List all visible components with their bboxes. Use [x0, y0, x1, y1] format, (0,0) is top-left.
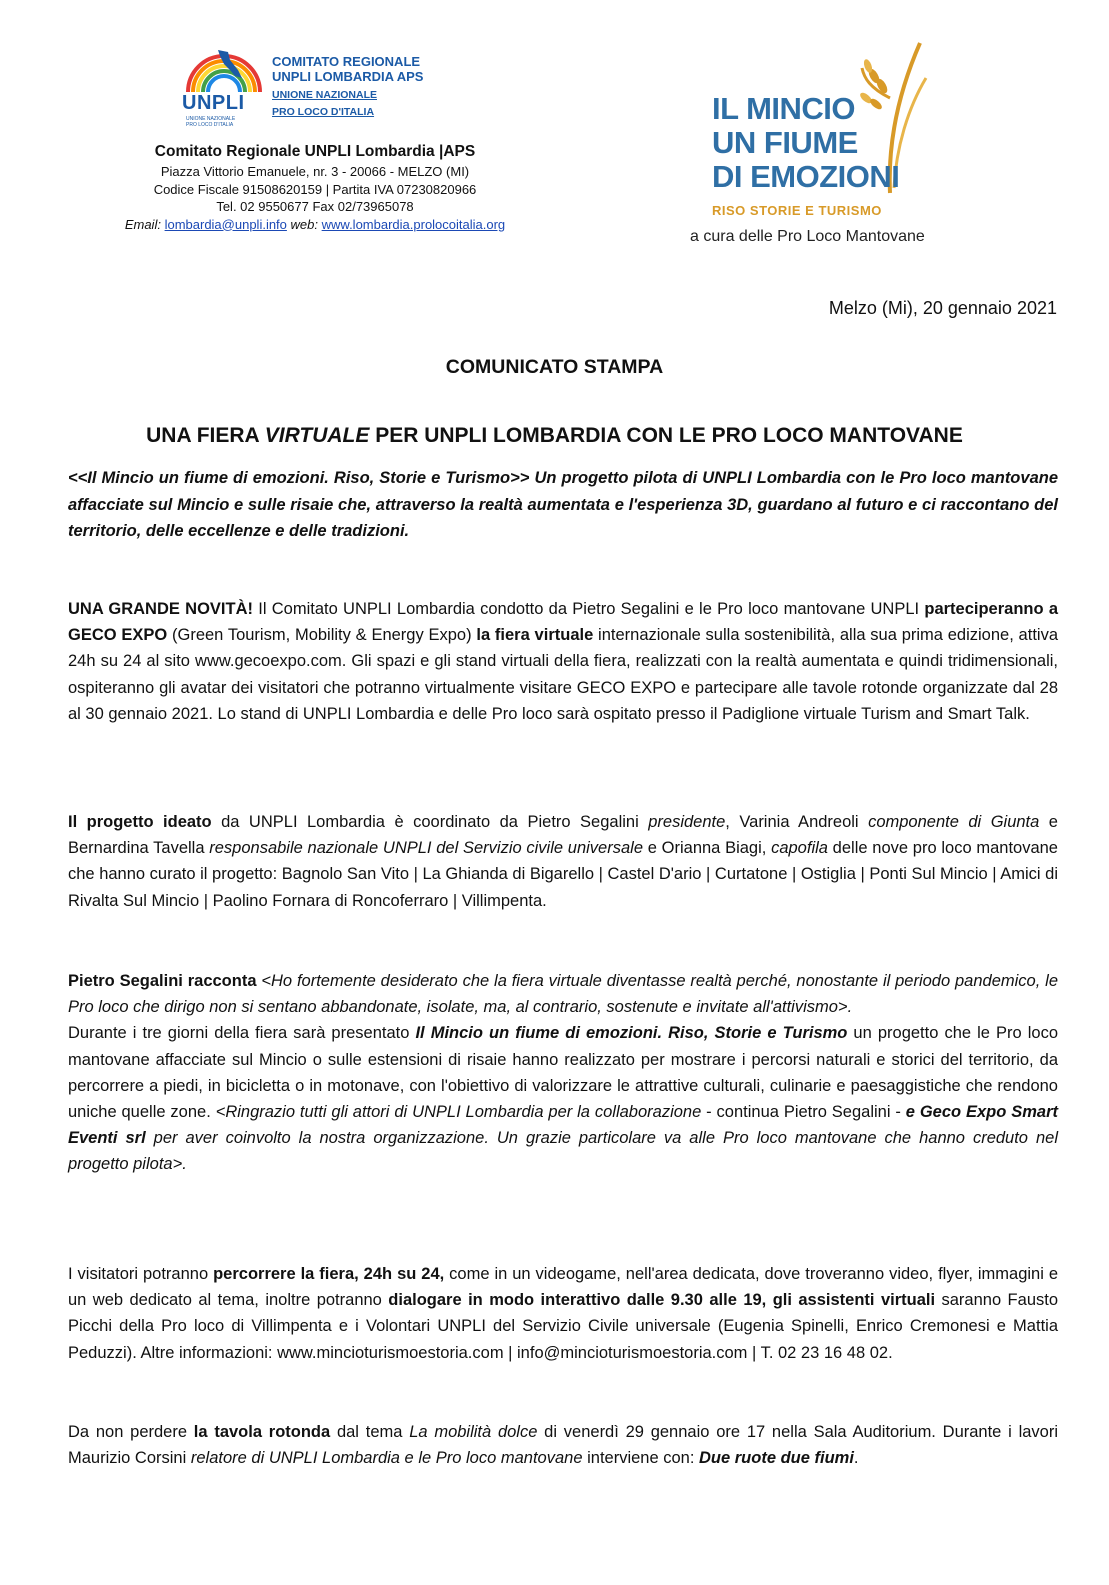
- p2-i3: responsabile nazionale UNPLI del Servizio civile universale: [209, 839, 644, 858]
- p3-bi1: Il Mincio un fiume di emozioni. Riso, Storie e Turismo: [415, 1024, 848, 1043]
- p2-t4: e Orianna Biagi,: [643, 839, 772, 858]
- title-pre: UNA FIERA: [146, 424, 265, 447]
- p3-i1: <Ho fortemente desiderato che la fiera virtuale diventasse realtà perché, nonostante il periodo pandemico, le Pro loco che dirigo non si sentano abbandonate, isolate, ma, al contrario, sostenute e invitate all'attivismo>.: [68, 972, 1059, 1017]
- title-emphasis: VIRTUALE: [264, 424, 370, 447]
- comitato-line-1: COMITATO REGIONALE: [272, 54, 421, 69]
- p3-bi2: e Geco Expo Smart Eventi srl: [68, 1103, 1058, 1148]
- address-line: Piazza Vittorio Emanuele, nr. 3 - 20066 - MELZO (MI): [160, 164, 470, 179]
- p4-t1: I visitatori potranno: [68, 1265, 214, 1283]
- comitato-lines: [272, 54, 423, 118]
- p1-b3: la fiera virtuale: [476, 626, 594, 645]
- p4-t3: saranno Fausto Picchi della Pro loco di Villimpenta e i Volontari UNPLI del Servizio Civile universale (Eugenia Spinelli, Enrico Cremonesi e Mattia Peduzzi). Altre informazioni: www.mincioturismoestoria.com | info@mincioturismoestoria.com | T. 02 23 16 48 02.: [68, 1291, 1059, 1362]
- web-label: web:: [290, 216, 318, 232]
- p5-t5: .: [853, 1449, 859, 1468]
- unpli-logo-small: UNIONE NAZIONALE PRO LOCO D'ITALIA: [186, 116, 236, 128]
- mincio-title: [712, 92, 899, 194]
- p2-i1: presidente: [648, 813, 726, 831]
- contact-line: [60, 216, 570, 234]
- unione-line-1: UNIONE NAZIONALE: [272, 89, 377, 101]
- lead-paragraph: <<Il Mincio un fiume di emozioni. Riso, Storie e Turismo>> Un progetto pilota di UNPLI Lombardia con le Pro loco mantovane affacciate sul Mincio e sulle risaie che, attraverso la realtà aumentata e l'esperienza 3D, guardano al futuro e ci raccontano del territorio, delle eccellenze e delle tradizioni.: [68, 469, 1058, 540]
- address-block: [60, 141, 570, 233]
- paragraph-4: [68, 1261, 1058, 1366]
- p2-i4: capofila: [771, 839, 828, 858]
- p5-i2: relatore di UNPLI Lombardia e le Pro loco mantovane: [190, 1449, 583, 1468]
- p3-t2: Durante i tre giorni della fiera sarà presentato: [68, 1024, 416, 1043]
- p4-b2: dialogare in modo interattivo dalle 9.30 alle 19, gli assistenti virtuali: [388, 1291, 936, 1310]
- email-label: Email:: [124, 216, 161, 232]
- unpli-logo-word: UNPLI: [182, 92, 245, 114]
- p3-t3: un progetto che le Pro loco mantovane affacciate sul Mincio o sulle estensioni di risaie hanno realizzato per mostrare i percorsi naturali e storici del territorio, da percorrere a piedi, in bicicletta o in motonave, con l'obiettivo di valorizzare le attrattive culturali, culinarie e paesaggistiche che rendono uniche quelle zone.: [68, 1024, 1059, 1122]
- p5-t1: Da non perdere: [68, 1423, 194, 1441]
- mincio-curated-by: a cura delle Pro Loco Mantovane: [690, 228, 925, 245]
- p1-t2: (Green Tourism, Mobility & Energy Expo): [167, 626, 477, 645]
- mincio-line-2: UN FIUME: [712, 125, 858, 160]
- p2-i2: componente di Giunta: [868, 813, 1040, 831]
- p3-b1: Pietro Segalini racconta: [68, 972, 257, 990]
- comitato-line-2: UNPLI LOMBARDIA APS: [272, 69, 424, 84]
- mincio-line-3: DI EMOZIONI: [712, 159, 900, 194]
- paragraph-3: [68, 968, 1058, 1178]
- p3-t4: - continua Pietro Segalini -: [701, 1103, 906, 1122]
- p2-t1: da UNPLI Lombardia è coordinato da Pietro Segalini: [211, 813, 649, 831]
- mincio-line-1: IL MINCIO: [712, 91, 856, 126]
- p1-t3: internazionale sulla sostenibilità, alla sua prima edizione, attiva 24h su 24 al sito www.gecoexpo.com. Gli spazi e gli stand virtuali della fiera, realizzati con la realtà aumentata e quindi tridimensionali, ospiteranno gli avatar dei visitatori che potranno virtualmente visitare GECO EXPO e partecipare alle tavole rotonde organizzate dal 28 al 30 gennaio 2021. Lo stand di UNPLI Lombardia e delle Pro loco sarà ospitato presso il Padiglione virtuale Turism and Smart Talk.: [68, 626, 1058, 723]
- unione-line-2: PRO LOCO D'ITALIA: [272, 106, 375, 118]
- p5-t2: dal tema: [330, 1423, 410, 1441]
- p4-b1: percorrere la fiera, 24h su 24,: [213, 1265, 445, 1283]
- p2-t3: e Bernardina Tavella: [68, 813, 1058, 858]
- paragraph-1: [68, 596, 1058, 727]
- fiscal-line: Codice Fiscale 91508620159 | Partita IVA 07230820966: [153, 181, 477, 197]
- rainbow-italy-icon: [180, 40, 270, 100]
- p3-i3: per aver coinvolto la nostra organizzazione. Un grazie particolare va alle Pro loco mantovane che hanno creduto nel progetto pilota>.: [68, 1129, 1058, 1174]
- p1-b1: UNA GRANDE NOVITÀ!: [68, 600, 253, 618]
- p5-i1: La mobilità dolce: [409, 1423, 538, 1441]
- p5-t4: interviene con:: [582, 1449, 699, 1468]
- p1-b2: parteciperanno a GECO EXPO: [68, 600, 1058, 645]
- mincio-subtitle: RISO STORIE E TURISMO: [712, 203, 882, 218]
- p3-i2: <Ringrazio tutti gli attori di UNPLI Lombardia per la collaborazione: [215, 1103, 702, 1122]
- p2-b1: Il progetto ideato: [68, 813, 212, 831]
- p1-t1: Il Comitato UNPLI Lombardia condotto da Pietro Segalini e le Pro loco mantovane UNPLI: [252, 600, 925, 618]
- page-title: [0, 424, 1109, 448]
- document-type: COMUNICATO STAMPA: [445, 356, 664, 378]
- p5-t3: di venerdì 29 gennaio ore 17 nella Sala Auditorium. Durante i lavori Maurizio Corsini: [68, 1423, 1058, 1468]
- p5-bi1: Due ruote due fiumi: [699, 1449, 854, 1468]
- paragraph-2: [68, 809, 1058, 914]
- paragraph-5: [68, 1419, 1058, 1471]
- p5-b1: la tavola rotonda: [193, 1423, 331, 1441]
- title-post: PER UNPLI LOMBARDIA CON LE PRO LOCO MANTOVANE: [369, 424, 963, 447]
- unpli-logo: [180, 40, 570, 135]
- p2-t5: delle nove pro loco mantovane che hanno curato il progetto: Bagnolo San Vito | La Ghianda di Bigarello | Castel D'ario | Curtatone | Ostiglia | Ponti Sul Mincio | Amici di Rivalta Sul Mincio | Paolino Fornara di Roncoferraro | Villimpenta.: [68, 839, 1058, 910]
- org-name: Comitato Regionale UNPLI Lombardia |APS: [154, 143, 476, 160]
- header-left: [60, 40, 570, 233]
- document-date: Melzo (Mi), 20 gennaio 2021: [828, 298, 1057, 318]
- web-link[interactable]: www.lombardia.prolocoitalia.org: [321, 216, 506, 232]
- email-link[interactable]: lombardia@unpli.info: [164, 216, 287, 232]
- mincio-logo: [690, 38, 990, 253]
- p4-t2: come in un videogame, nell'area dedicata, dove troveranno video, flyer, immagini e un web dedicato al tema, inoltre potranno: [68, 1265, 1058, 1310]
- phone-line: Tel. 02 9550677 Fax 02/73965078: [216, 199, 414, 214]
- p2-t2: , Varinia Andreoli: [725, 813, 869, 831]
